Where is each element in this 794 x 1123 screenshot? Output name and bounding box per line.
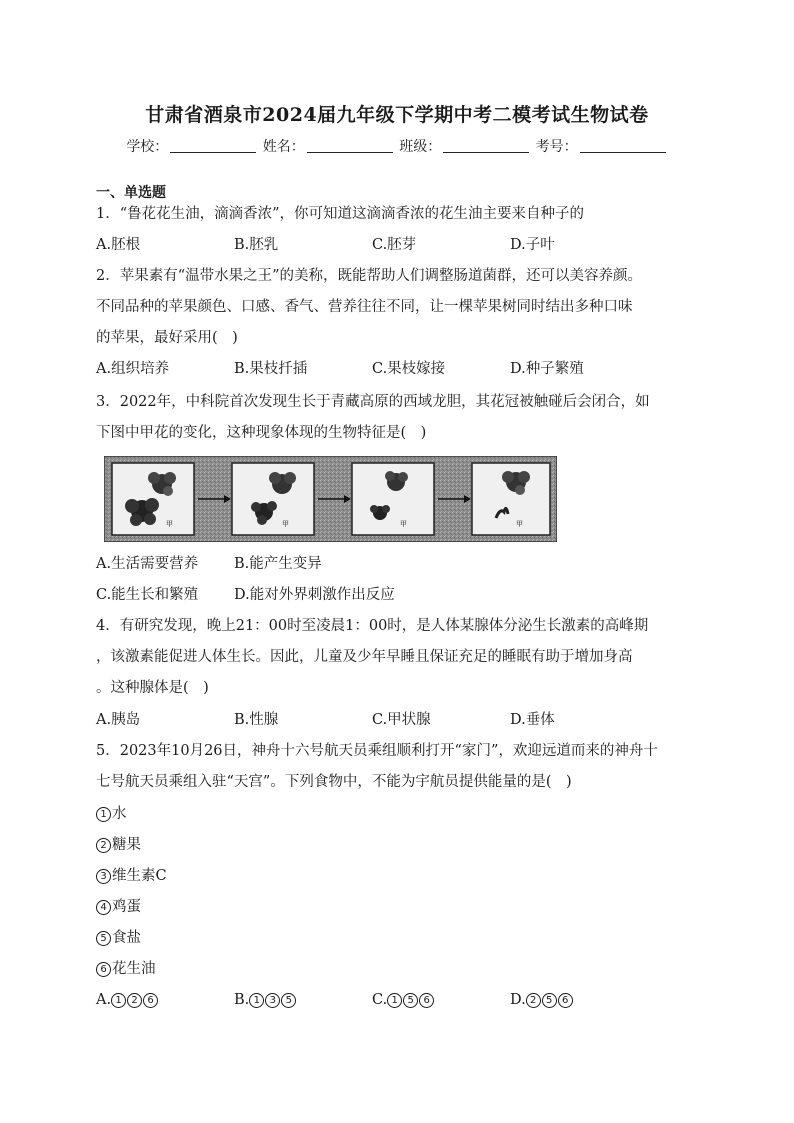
question-4-line-1: 4．有研究发现，晚上21：00时至凌晨1：00时，是人体某腺体分泌生长激素的高峰期 xyxy=(96,618,649,634)
question-2-option-b[interactable]: B.果枝扦插 xyxy=(234,361,308,377)
question-1-option-c[interactable]: C.胚芽 xyxy=(372,237,417,253)
question-2-line-2: 不同品种的苹果颜色、口感、香气、营养往往不同，让一棵苹果树同时结出多种口味 xyxy=(96,299,633,315)
question-5-item-2: 2 糖果 xyxy=(96,836,141,854)
exam-title: 甘肃省酒泉市2024届九年级下学期中考二模考试生物试卷 xyxy=(145,104,649,126)
question-1-option-b[interactable]: B.胚乳 xyxy=(234,237,279,253)
figure-label-3: 甲 xyxy=(400,520,407,528)
question-4-option-b[interactable]: B.性腺 xyxy=(234,712,279,728)
question-3-option-d[interactable]: D.能对外界刺激作出反应 xyxy=(234,587,395,603)
figure-label-4: 甲 xyxy=(516,520,523,528)
student-info-line xyxy=(0,136,794,156)
question-3-line-2: 下图中甲花的变化，这种现象体现的生物特征是( ) xyxy=(96,425,427,441)
question-4-option-a[interactable]: A.胰岛 xyxy=(96,712,141,728)
question-3-option-c[interactable]: C.能生长和繁殖 xyxy=(96,587,199,603)
question-2-line-1: 2．苹果素有“温带水果之王”的美称，既能帮助人们调整肠道菌群，还可以美容养颜。 xyxy=(96,268,643,284)
question-3-option-b[interactable]: B.能产生变异 xyxy=(234,556,322,572)
question-2-option-c[interactable]: C.果枝嫁接 xyxy=(372,361,446,377)
question-2-line-3: 的苹果，最好采用( ) xyxy=(96,330,238,346)
exam-number-blank[interactable] xyxy=(580,138,666,153)
question-5-option-a[interactable]: A. 1 2 6 xyxy=(96,991,159,1009)
question-5-item-1: 1 水 xyxy=(96,805,127,823)
school-blank[interactable] xyxy=(170,138,256,153)
circled-number: 1 xyxy=(96,807,111,822)
question-1-line-1: 1．“鲁花花生油，滴滴香浓”，你可知道这滴滴香浓的花生油主要来自种子的 xyxy=(96,206,585,222)
circled-number: 2 xyxy=(96,838,111,853)
question-3-line-1: 3．2022年，中科院首次发现生长于青藏高原的西域龙胆，其花冠被触碰后会闭合，如 xyxy=(96,394,650,410)
question-5-line-1: 5．2023年10月26日，神舟十六号航天员乘组顺利打开“家门”，欢迎远道而来的神舟十 xyxy=(96,743,658,759)
question-3-option-a[interactable]: A.生活需要营养 xyxy=(96,556,199,572)
circled-number: 6 xyxy=(96,962,111,977)
question-5-item-5: 5 食盐 xyxy=(96,929,141,947)
class-blank[interactable] xyxy=(443,138,529,153)
flower-closing-figure xyxy=(104,456,557,542)
question-4-line-2: ，该激素能促进人体生长。因此，儿童及少年早睡且保证充足的睡眠有助于增加身高 xyxy=(96,649,633,665)
question-4-line-3: 。这种腺体是( ) xyxy=(96,680,209,696)
school-label: 学校： xyxy=(126,139,169,155)
question-5-option-d[interactable]: D. 2 5 6 xyxy=(510,991,574,1009)
figure-label-2: 甲 xyxy=(282,520,289,528)
class-label: 班级： xyxy=(399,139,442,155)
question-5-item-6: 6 花生油 xyxy=(96,960,156,978)
exam-number-label: 考号： xyxy=(535,139,578,155)
question-2-option-d[interactable]: D.种子繁殖 xyxy=(510,361,584,377)
circled-number: 4 xyxy=(96,900,111,915)
question-4-option-d[interactable]: D.垂体 xyxy=(510,712,555,728)
question-2-option-a[interactable]: A.组织培养 xyxy=(96,361,170,377)
question-1-option-d[interactable]: D.子叶 xyxy=(510,237,555,253)
question-5-option-b[interactable]: B. 1 3 5 xyxy=(234,991,297,1009)
circled-number: 5 xyxy=(96,931,111,946)
question-5-item-4: 4 鸡蛋 xyxy=(96,898,141,916)
name-label: 姓名： xyxy=(262,139,305,155)
section-heading: 一、单选题 xyxy=(96,185,166,201)
question-1-option-a[interactable]: A.胚根 xyxy=(96,237,141,253)
circled-number: 3 xyxy=(96,869,111,884)
name-blank[interactable] xyxy=(307,138,393,153)
question-5-line-2: 七号航天员乘组入驻“天宫”。下列食物中，不能为宇航员提供能量的是( ) xyxy=(96,774,572,790)
figure-label-1: 甲 xyxy=(166,520,173,528)
question-5-item-3: 3 维生素C xyxy=(96,867,167,885)
question-5-option-c[interactable]: C. 1 5 6 xyxy=(372,991,435,1009)
question-4-option-c[interactable]: C.甲状腺 xyxy=(372,712,431,728)
